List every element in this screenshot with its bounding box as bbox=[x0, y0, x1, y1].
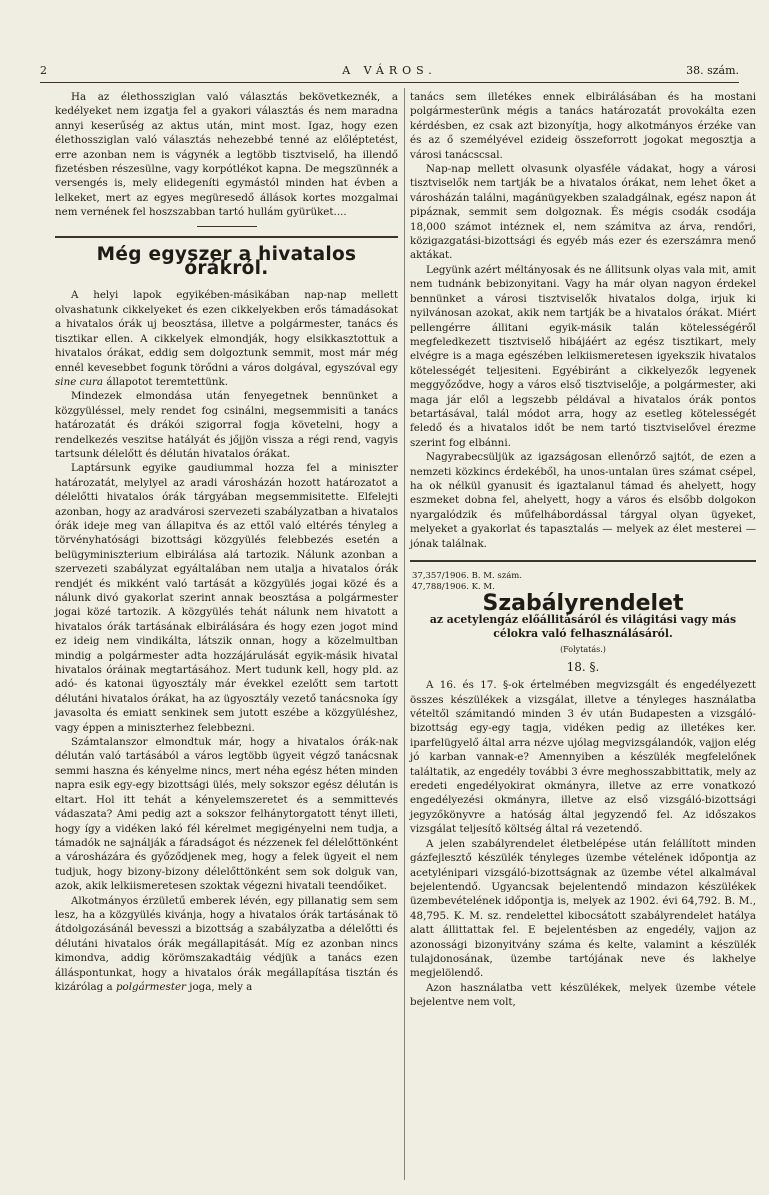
decree-paragraph: A 16. és 17. §-ok értelmében megvizsgált és engedélyezett összes készülékek a vizsgálat, illetve a tényleges használatba vételtől számitandó minden 3 év után Budapesten a vizsgáló-bizottság egy-egy tagja, vidéken pedig az illetékes ker. iparfelügyelő által arra nézve ujólag megvizsgálandók, vajjon elég jó karban vannak-e? Amennyiben a készülék megfelelőnek találtatik, az engedély további 3 évre meghosszabbittatik, mely az eredeti engedélyokirat okmányra, illetve az erre vonatkozó engedélyezési okmányra, illetve az első vizsgáló-bizottsági jegyzőkönyvre a hatóság által jegyzendő fel. Az időszakos vizsgálat teljesítő költség által rá vezetendő. bbox=[410, 679, 756, 836]
newspaper-title: A VÁROS. bbox=[342, 64, 437, 77]
section-separator bbox=[197, 226, 257, 227]
article-paragraph: Alkotmányos érzületű emberek lévén, egy pillanatig sem sem lesz, ha a közgyülés kivánja, hogy a hivatalos órák tartásának tö átdolgozásánál bevesszi a bizottság a szabályzatba a délelőtti és délutáni hivatalos órák megállapitását. Míg ez azonban nincs kimondva, addig körömszakadtáig védjük a tanács ezen álláspontunkat, hogy a hivatalos órák megállapítása tisztán és kizárólag a polgármester joga, mely a bbox=[55, 894, 398, 993]
decree-paragraph: Azon használatba vett készülékek, melyek üzembe vétele bejelentve nem volt, bbox=[410, 981, 756, 1009]
issue-number: 38. szám. bbox=[686, 64, 739, 77]
reference-line: 37,357/1906. B. M. szám. bbox=[412, 571, 523, 581]
article-paragraph: A helyi lapok egyikében-másikában nap-nap mellett olvashatunk cikkelyeket és ezen cikkelyekben erős támadásokat a hivatalos órák uj beosztása, illetve a polgármester, tanács és tisztikar ellen. A cikkelyek elmondják, hogy elsikkasztottuk a hivatalos órákat, eddig sem dolgoztunk semmit, most már még ennél kevesebbet fogunk törődni a város dolgával, egyszóval egy sine cura állapotot teremtettünk. bbox=[55, 289, 398, 388]
article-paragraph: Nagyrabecsüljük az igazságosan ellenőrző sajtót, de ezen a nemzeti közkincs érdekéből, ha unos-untalan üres számat csépel, ha ok nélkül gyanusit és igaztalanul támad és ahelyett, hogy eszmeket dobna fel, ahelyett, hogy a város és elsőbb dolgokon nyargalódzik és műfelhábordással tárgyal olyan ügyeket, melyeket a gyakorlat és tapasztalás — melyek az élet mesterei — jónak találnak. bbox=[410, 451, 756, 550]
decree-subtitle: az acetylengáz előállitásáról és világitási vagy más célokra való felhasználásáról. bbox=[429, 613, 737, 641]
section-heading: 18. §. bbox=[566, 659, 600, 674]
article-rule-top bbox=[55, 236, 398, 238]
decree-title: Szabályrendelet bbox=[482, 591, 684, 616]
reference-line: 47,788/1906. K. M. bbox=[412, 582, 495, 592]
article-continuation-paragraph: tanács sem illetékes ennek elbirálásában és ha mostani polgármesterünk mégis a tanács határozatát provokálta ezen kérdésben, ez csak azt bizonyítja, hogy alkotmányos érzéke van és az ő személyével ezideig összeforrott jogokat megosztja a városi tanácscsal. bbox=[410, 91, 756, 161]
decree-paragraph: A jelen szabályrendelet életbelépése után felállított minden gázfejlesztő készülék tényleges üzembe vételének időpontja az acetylénipari vizsgáló-bizottságnak az üzembe vétel alkalmával bejelentendő. Ugyancsak bejelentendő mindazon készülékek üzembevételének időpontja is, melyek az 1902. évi 64,792. B. M., 48,795. K. M. sz. rendelettel kibocsátott szabályrendelet hatálya alatt állittattak fel. E bejelentésben az engedély, vajjon az azonossági bizonyitvány száma és kelte, valamint a készülék tulajdonosának, üzembe tartójának neve és lakhelye megjelölendő. bbox=[410, 837, 756, 980]
italic-phrase: sine cura bbox=[55, 375, 104, 388]
article-paragraph: Legyünk azért méltányosak és ne állitsunk olyas vala mit, amit nem tudnánk bebizonyitani. Vagy ha már olyan nagyon érdekel bennünket a városi tisztviselők hivatalos dolga, irjuk ki nyilvánosan azokat, akik nem tartják be a hivatalos órákat. Miért pellengérre állitani egyik-másik talán kötelességéről megfeledkezett tisztviselő hibájáért az egész tisztikart, mely elvégre is a maga egészében lelkiismeretesen igyekszik hivatalos kötelességét teljesiteni. Egyébiránt a cikkelyezők legyenek meggyőződve, hogy a város első tisztviselője, a polgármester, aki maga jár elől a legszebb példával a hivatalos órák pontos betartásával, talál módot arra, hogy az esetleg kötelességét feledő és a hivatalos időt be nem tartó tisztviselővel érezme szerint fog elbánni. bbox=[410, 263, 756, 449]
intro-paragraph: Ha az élethossziglan való választás bekövetkeznék, a kedélyeket nem izgatja fel a gyakori választás és nem maradna annyi keserűség az aktus után, mint most. Igaz, hogy ezen élethossziglan való választás nehezebbé tenné az előléptetést, erre azonban nem is vágynék a legtöbb tisztviselő, ha illendő fizetésben részesülne, vagy korpótlékot kapna. De megszünnék a versengés is, mely elidegeníti egymástól minden hat évben a lelkeket, mert az egyes megüresedő állások kortes mozgalmai nem vernének fel hoszszabban tartó hullám gyürüket.... bbox=[55, 91, 398, 219]
article-paragraph: Laptársunk egyike gaudiummal hozza fel a miniszter határozatát, melylyel az aradi városházán hozott határozatot a délelőtti hivatalos órák tárgyában megsemmisitette. Elfelejti azonban, hogy az aradvárosi szervezeti szabályzatban a hivatalos órák ideje meg van állapitva és az ettől való eltérés tényleg a törvényhatósági bizottsági közgyülés felebbezés esetén a belügyminiszterium elbirálása alá tartozik. Nálunk azonban a szervezeti szabályzat egyáltalában nem utalja a hivatalos órák rendjét és mikként való tartását a közgyülés jogai közé és a nálunk divó gyakorlat szerint annak beosztása a polgármester jogai közé tartozik. A közgyülés tehát nálunk nem hivatott a hivatalos órák tartásának elbirálására és hogy ezen jogot mind ez ideig nem vindikálta, látszik onnan, hogy a közelmultban mindig a polgármester adta hozzájárulását egyik-másik hivatal hivatalos óráinak megtartásához. Mert tudunk kell, hogy pld. az adó- és katonai ügyosztály már évekkel ezelőtt sem tartott délutáni hivatalos órákat, ha az ügyosztály vezető tanácsnoka így javasolta és emiatt senkinek sem jutott eszébe a közgyüléshez, vagy éppen a miniszterhez felebbezni. bbox=[55, 462, 398, 734]
continuation-note: (Folytatás.) bbox=[560, 645, 606, 655]
left-column bbox=[55, 90, 398, 994]
header-rule bbox=[40, 82, 739, 83]
page-header bbox=[40, 64, 739, 80]
article-paragraph: Mindezek elmondása után fenyegetnek bennünket a közgyüléssel, mely rendet fog csinálni, megsemmisiti a tanács határozatát és drákói szigorral fogja követelni, hogy a rendelkezés veszitse hatályát és jőjjön vissza a régi rend, vagyis tartsunk délelőtt és délután hivatalos órákat. bbox=[55, 390, 398, 460]
article-paragraph: Számtalanszor elmondtuk már, hogy a hivatalos órák-nak délután való tartásából a város legtöbb ügyeit végző tanácsnak semmi haszna és kényelme nincs, mert néha egész héten minden napra esik egy-egy bizottsági ülés, mely sokszor egész délután is eltart. Hol itt tehát a kényelemszeretet és a semmittevés vádaszata? Ami pedig azt a sokszor felhánytorgatott tényt illeti, hogy így a vidéken lakó fél kérelmet megigényelni nem tudja, a támadók ne sajnálják a fáradságot és nézzenek fel délelőttönként a városházára és győződjenek meg, hogy a felek ügyeit el nem tudjuk, hogy bizony-bizony délelőttönként sem sok dolguk van, azok, akik lelkiismeretesen szoktak végezni hivatali teendőiket. bbox=[55, 736, 398, 893]
article-title: Még egyszer a hivatalos órákról. bbox=[96, 243, 357, 280]
right-column bbox=[410, 90, 756, 1010]
reference-numbers bbox=[412, 571, 756, 593]
article-paragraph: Nap-nap mellett olvasunk olyasféle vádakat, hogy a városi tisztviselők nem tartják be a hivatalos órákat, nem lehet őket a városházán találni, magánügyekben szaladgálnak, egész napon át pipáznak, semmit sem dolgoznak. És mégis csodák csodája 18,000 számot intéznek el, nem számitva az árva, rendőri, közigazgatási-bizottsági és egyéb más ezer és ezerszámra menő aktákat. bbox=[410, 163, 756, 262]
page-number: 2 bbox=[40, 64, 47, 77]
italic-phrase: polgármester bbox=[115, 980, 186, 993]
column-divider bbox=[404, 88, 405, 1180]
article-end-rule bbox=[410, 560, 756, 562]
